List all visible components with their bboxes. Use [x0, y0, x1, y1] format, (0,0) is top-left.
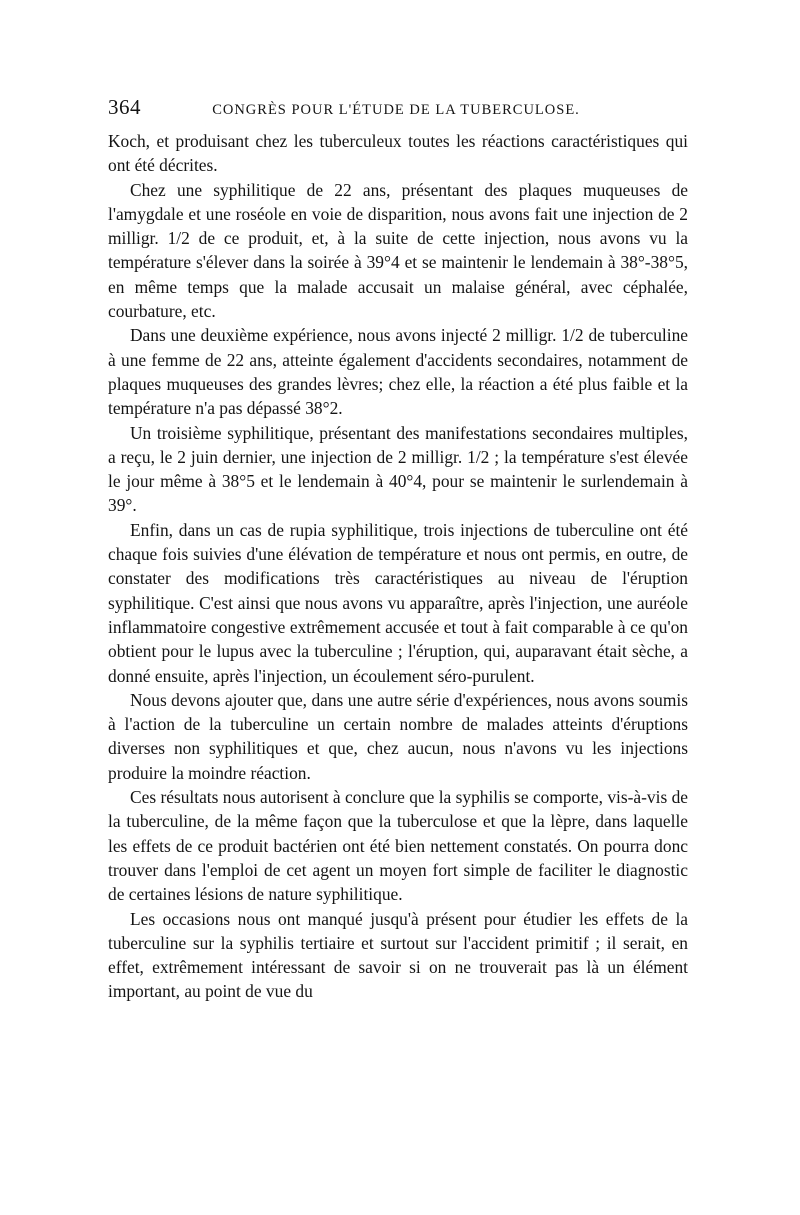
paragraph: Enfin, dans un cas de rupia syphilitique, trois injections de tuberculine ont été chaque fois suivies d'une élévation de température et nous ont permis, en outre, de constater des modifications très caractéristiques au niveau de l'éruption syphilitique. C'est ainsi que nous avons vu apparaître, après l'injection, une auréole inflammatoire congestive extrêmement accusée et tout à fait comparable à ce qu'on obtient pour le lupus avec la tuberculine ; l'éruption, qui, auparavant était sèche, a donné ensuite, après l'injection, un écoulement séro-purulent.: [108, 519, 688, 686]
paragraph: Nous devons ajouter que, dans une autre série d'expériences, nous avons soumis à l'action de la tuberculine un certain nombre de malades atteints d'éruptions diverses non syphilitiques et que, chez aucun, nous n'avons vu les injections produire la moindre réaction.: [108, 689, 688, 783]
paragraph: Ces résultats nous autorisent à conclure que la syphilis se comporte, vis-à-vis de la tuberculine, de la même façon que la tuberculose et que la lèpre, dans laquelle les effets de ce produit bactérien ont été bien nettement constatés. On pourra donc trouver dans l'emploi de cet agent un moyen fort simple de faciliter le diagnostic de certaines lésions de nature syphilitique.: [108, 787, 688, 905]
paragraph: Les occasions nous ont manqué jusqu'à présent pour étudier les effets de la tuberculine sur la syphilis tertiaire et surtout sur l'accident primitif ; il serait, en effet, extrêmement intéressant de savoir si on ne trouverait pas là un élément important, au point de vue du: [108, 908, 688, 1002]
body-text: [108, 129, 688, 1004]
running-title: CONGRÈS POUR L'ÉTUDE DE LA TUBERCULOSE.: [212, 102, 580, 118]
paragraph: Dans une deuxième expérience, nous avons injecté 2 milligr. 1/2 de tuberculine à une femme de 22 ans, atteinte également d'accidents secondaires, notamment de plaques muqueuses des grandes lèvres; chez elle, la réaction a été plus faible et la température n'a pas dépassé 38°2.: [108, 325, 688, 419]
paragraph: Un troisième syphilitique, présentant des manifestations secondaires multiples, a reçu, le 2 juin dernier, une injection de 2 milligr. 1/2 ; la température s'est élevée le jour même à 38°5 et le lendemain à 40°4, pour se maintenir le surlendemain à 39°.: [108, 422, 688, 516]
paragraph-continued: Koch, et produisant chez les tuberculeux toutes les réactions caractéristiques qui ont été décrites.: [108, 131, 688, 176]
document-page: [108, 95, 688, 1004]
page-number: 364: [108, 95, 141, 119]
paragraph: Chez une syphilitique de 22 ans, présentant des plaques muqueuses de l'amygdale et une roséole en voie de disparition, nous avons fait une injection de 2 milligr. 1/2 de ce produit, et, à la suite de cette injection, nous avons vu la température s'élever dans la soirée à 39°4 et se maintenir le lendemain à 38°-38°5, en même temps que la malade accusait un malaise général, avec céphalée, courbature, etc.: [108, 179, 688, 322]
running-header: [108, 95, 688, 125]
